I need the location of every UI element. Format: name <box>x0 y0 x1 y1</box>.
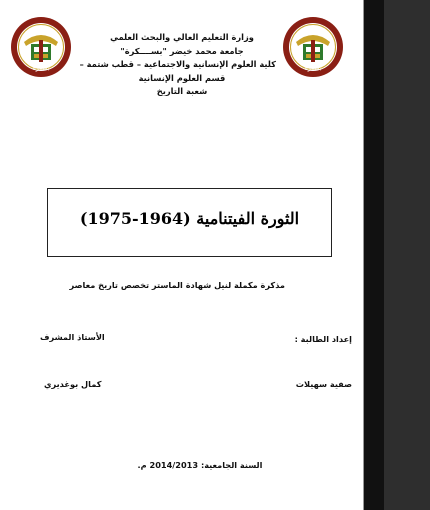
student-name: صفية سهيلات <box>295 379 352 389</box>
university-logo-left <box>10 16 72 78</box>
header-branch: شعبة التاريخ <box>156 86 208 97</box>
title-box <box>47 188 332 257</box>
thesis-title: الثورة الفيتنامية (1964-1975) <box>79 209 300 228</box>
viewer-sidebar <box>384 0 430 510</box>
student-label: إعداد الطالبة : <box>294 334 352 344</box>
header-university: جامعة محمد خيضر "بســــكرة" <box>120 45 244 56</box>
header-ministry: وزارة التعليم العالي والبحث العلمي <box>110 32 254 42</box>
supervisor-label: الأستاذ المشرف <box>40 332 105 342</box>
logo-caption-right: بسكرة <box>304 65 322 72</box>
supervisor-name: كمال بوغديري <box>44 379 102 389</box>
university-logo-right <box>282 16 344 78</box>
thesis-subtitle: مذكرة مكملة لنيل شهادة الماستر تخصص تاريخ معاصر <box>69 280 285 290</box>
logo-caption-left: بسكرة <box>32 65 50 72</box>
header-department: قسم العلوم الإنسانية <box>138 72 226 83</box>
institution-header <box>79 31 276 99</box>
header-faculty: كلية العلوم الإنسانية والاجتماعية – قطب شتمة – <box>79 59 276 70</box>
academic-year: السنة الجامعية: 2014/2013 م. <box>137 460 263 470</box>
